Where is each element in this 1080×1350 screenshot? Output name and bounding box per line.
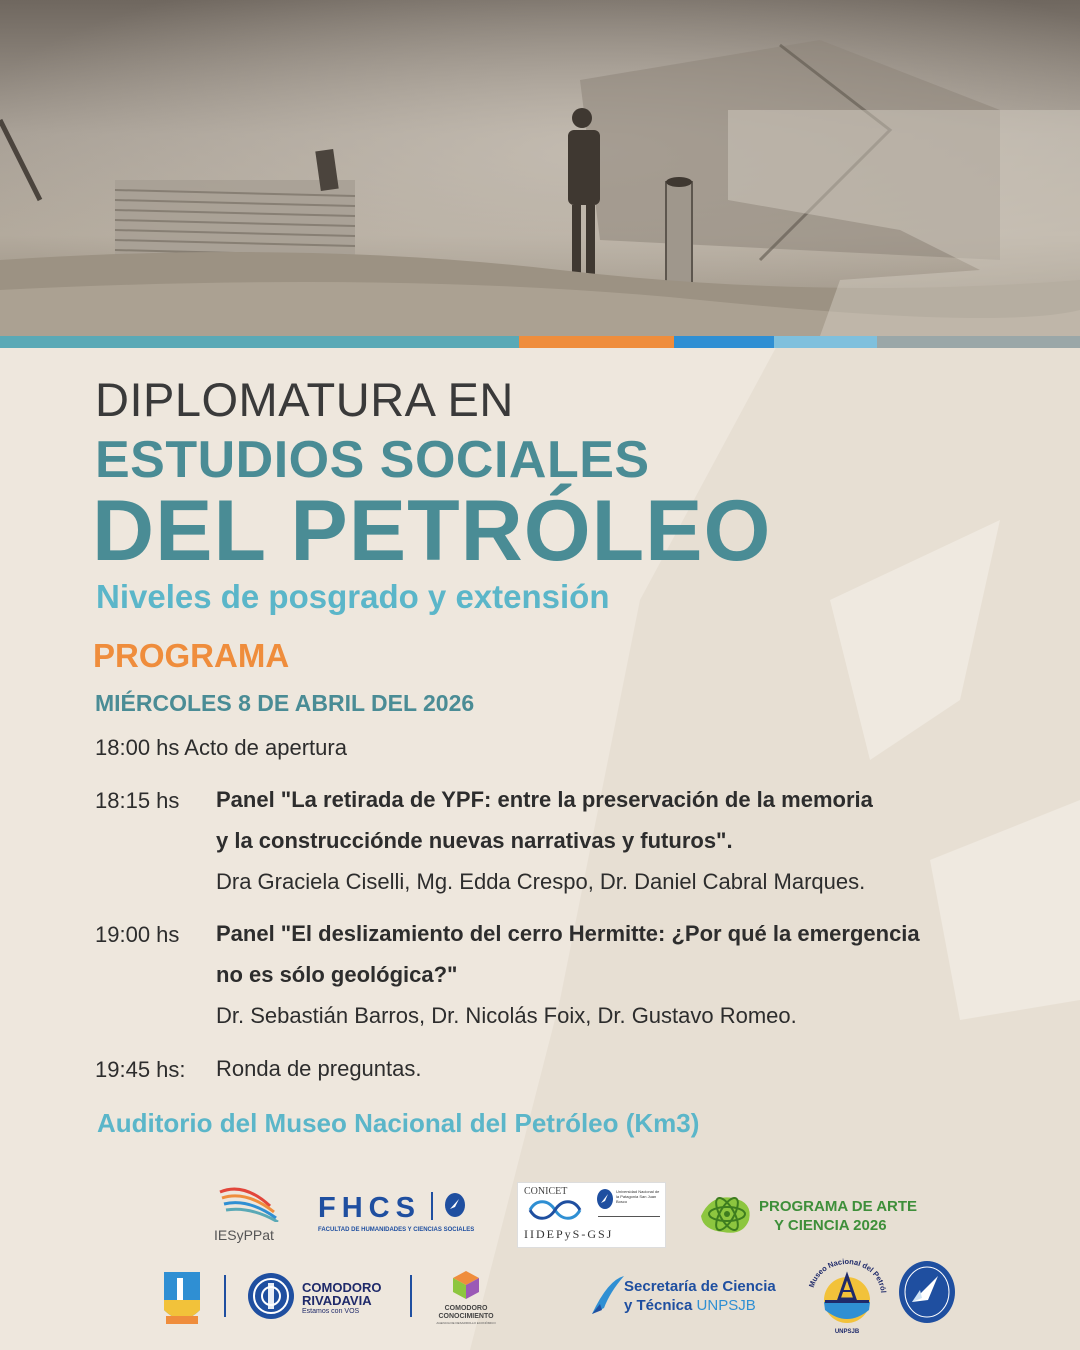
program-date: MIÉRCOLES 8 DE ABRIL DEL 2026 (95, 690, 475, 716)
fhcs-text: FHCS (318, 1192, 421, 1224)
iidepys-text: IIDEPyS-GSJ (524, 1227, 614, 1241)
logo-divider (224, 1275, 226, 1317)
unpsjb-seal-icon (898, 1260, 956, 1324)
arte-ciencia-logo (697, 1190, 917, 1240)
museo-subtitle: UNPSJB (834, 1329, 860, 1335)
item-title-line1: Panel "El deslizamiento del cerro Hermitte: ¿Por qué la emergencia (216, 921, 920, 946)
cc-line2: CONOCIMIENTO (438, 1313, 494, 1320)
item-time: 18:15 hs (95, 788, 180, 813)
cr-tagline: Estamos con VOS (302, 1308, 360, 1315)
cc-line1: COMODORO (444, 1305, 488, 1312)
color-bar-orange (519, 336, 674, 348)
venue: Auditorio del Museo Nacional del Petróleo (Km3) (97, 1108, 700, 1138)
museo-seal-icon (805, 1258, 889, 1324)
conicet-university-text: Universidad Nacional de la Patagonia San Juan Bosco (616, 1189, 660, 1204)
item-title-line2: no es sólo geológica?" (216, 962, 458, 987)
hero-photo (0, 0, 1080, 336)
unpsjb-seal-icon (596, 1188, 614, 1210)
conicet-text: CONICET (524, 1186, 568, 1197)
museo-petroleo-logo (805, 1258, 889, 1334)
color-bar-gray (877, 336, 1080, 348)
item-speakers: Dra Graciela Ciselli, Mg. Edda Crespo, Dr. Daniel Cabral Marques. (216, 869, 866, 894)
atom-paint-icon (697, 1190, 757, 1238)
sct-line1: Secretaría de Ciencia (624, 1278, 776, 1295)
subtitle: Niveles de posgrado y extensión (96, 578, 610, 615)
fhcs-subtitle: FACULTAD DE HUMANIDADES Y CIENCIAS SOCIALES (318, 1227, 475, 1233)
iesyppat-wave-icon (214, 1182, 284, 1222)
city-seal-icon (246, 1271, 296, 1321)
iesyppat-logo (214, 1182, 284, 1244)
albatross-icon (590, 1274, 626, 1322)
hexagon-cube-icon (451, 1270, 481, 1300)
color-bar-blue (674, 336, 774, 348)
item-text: Ronda de preguntas. (216, 1056, 422, 1081)
item-time: 19:45 hs: (95, 1057, 186, 1082)
cr-line1: COMODORO (302, 1280, 382, 1295)
arte-line2: Y CIENCIA 2026 (774, 1217, 887, 1234)
item-title-line2: y la construcciónde nuevas narrativas y futuros". (216, 828, 733, 853)
comodoro-rivadavia-logo (246, 1271, 396, 1321)
sct-line2a: y Técnica (624, 1297, 693, 1314)
fhcs-logo (318, 1192, 488, 1242)
logo-divider (410, 1275, 412, 1317)
sct-line2b: UNPSJB (696, 1297, 756, 1314)
iesyppat-text: IESyPPat (214, 1227, 274, 1243)
opening-item: 18:00 hs Acto de apertura (95, 735, 347, 760)
program-heading: PROGRAMA (93, 637, 290, 674)
shield-icon (162, 1270, 202, 1328)
province-shield-logo (162, 1270, 202, 1328)
title-line1: DIPLOMATURA EN (95, 373, 514, 426)
color-bar-teal (0, 336, 519, 348)
cc-subtitle: AGENCIA DE DESARROLLO ECONÓMICO (436, 1321, 496, 1325)
conicet-infinity-icon (526, 1199, 584, 1221)
cr-line2: RIVADAVIA (302, 1293, 372, 1308)
item-speakers: Dr. Sebastián Barros, Dr. Nicolás Foix, Dr. Gustavo Romeo. (216, 1003, 797, 1028)
title-line2: ESTUDIOS SOCIALES (95, 431, 650, 489)
museo-arc-text: Museo Nacional del Petról (806, 1258, 888, 1294)
title-line3: DEL PETRÓLEO (92, 483, 772, 579)
color-bar-lightblue (774, 336, 877, 348)
item-time: 19:00 hs (95, 922, 180, 947)
comodoro-conocimiento-logo (428, 1270, 504, 1326)
conicet-iidepys-logo (517, 1182, 666, 1248)
item-title-line1: Panel "La retirada de YPF: entre la preservación de la memoria (216, 787, 873, 812)
unpsjb-bird-icon (444, 1192, 466, 1218)
unpsjb-logo (898, 1260, 956, 1324)
sct-unpsjb-logo (590, 1272, 790, 1322)
arte-line1: PROGRAMA DE ARTE (759, 1198, 918, 1215)
